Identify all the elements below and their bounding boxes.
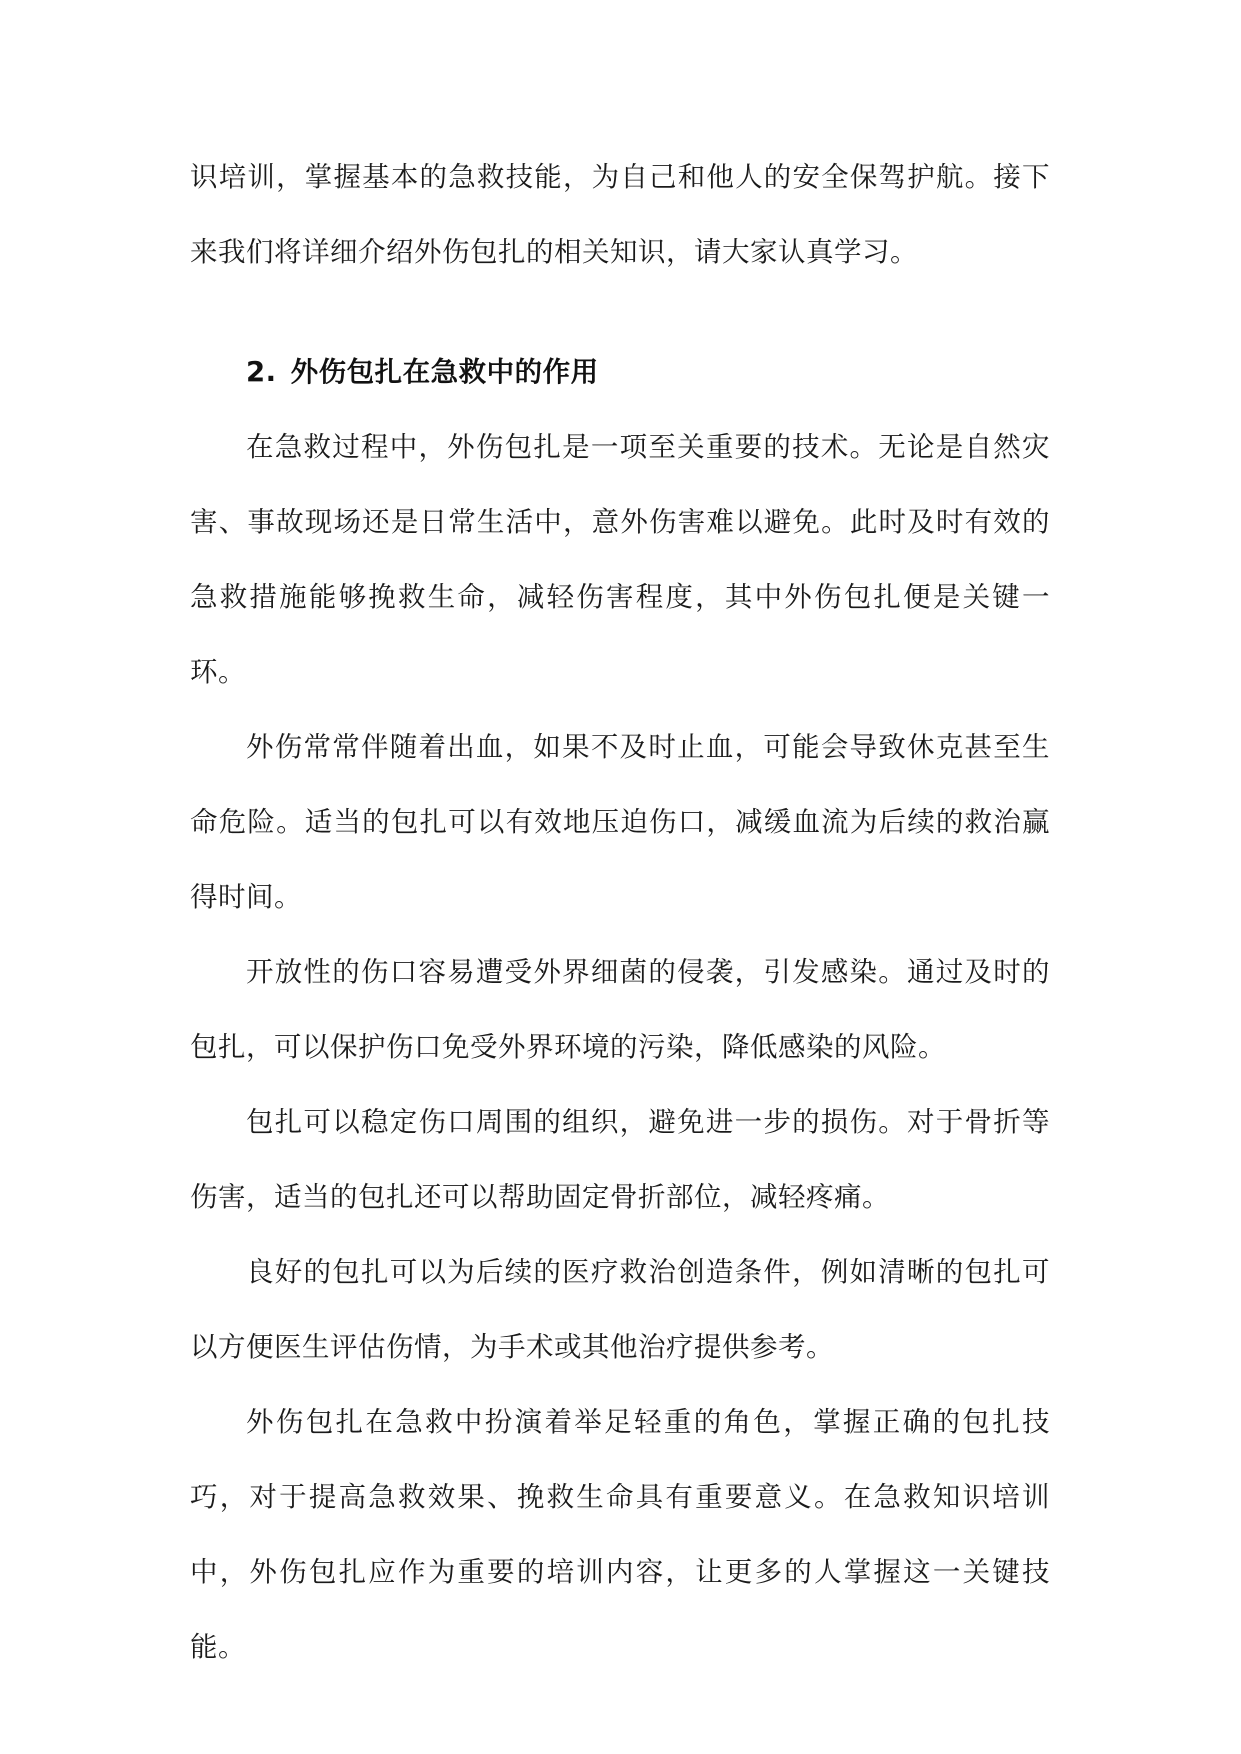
- section-number: 2.: [246, 356, 277, 388]
- paragraph-conclusion: 外伤包扎在急救中扮演着举足轻重的角色，掌握正确的包扎技巧，对于提高急救效果、挽救生命具有重要意义。在急救知识培训中，外伤包扎应作为重要的培训内容，让更多的人掌握这一关键技能。: [190, 1406, 1050, 1663]
- paragraph-treatment: 良好的包扎可以为后续的医疗救治创造条件，例如清晰的包扎可以方便医生评估伤情，为手术或其他治疗提供参考。: [190, 1256, 1050, 1363]
- intro-continuation-paragraph: 识培训，掌握基本的急救技能，为自己和他人的安全保驾护航。接下来我们将详细介绍外伤包扎的相关知识，请大家认真学习。: [190, 161, 1050, 268]
- paragraph-bleeding: 外伤常常伴随着出血，如果不及时止血，可能会导致休克甚至生命危险。适当的包扎可以有效地压迫伤口，减缓血流为后续的救治赢得时间。: [190, 731, 1050, 913]
- section-title: 外伤包扎在急救中的作用: [290, 356, 599, 388]
- section-heading: [190, 335, 1050, 410]
- document-body: [190, 140, 1050, 1685]
- paragraph-importance: 在急救过程中，外伤包扎是一项至关重要的技术。无论是自然灾害、事故现场还是日常生活中，意外伤害难以避免。此时及时有效的急救措施能够挽救生命，减轻伤害程度，其中外伤包扎便是关键一环。: [190, 431, 1050, 688]
- paragraph-stabilize: 包扎可以稳定伤口周围的组织，避免进一步的损伤。对于骨折等伤害，适当的包扎还可以帮助固定骨折部位，减轻疼痛。: [190, 1106, 1050, 1213]
- paragraph-infection: 开放性的伤口容易遭受外界细菌的侵袭，引发感染。通过及时的包扎，可以保护伤口免受外界环境的污染，降低感染的风险。: [190, 956, 1050, 1063]
